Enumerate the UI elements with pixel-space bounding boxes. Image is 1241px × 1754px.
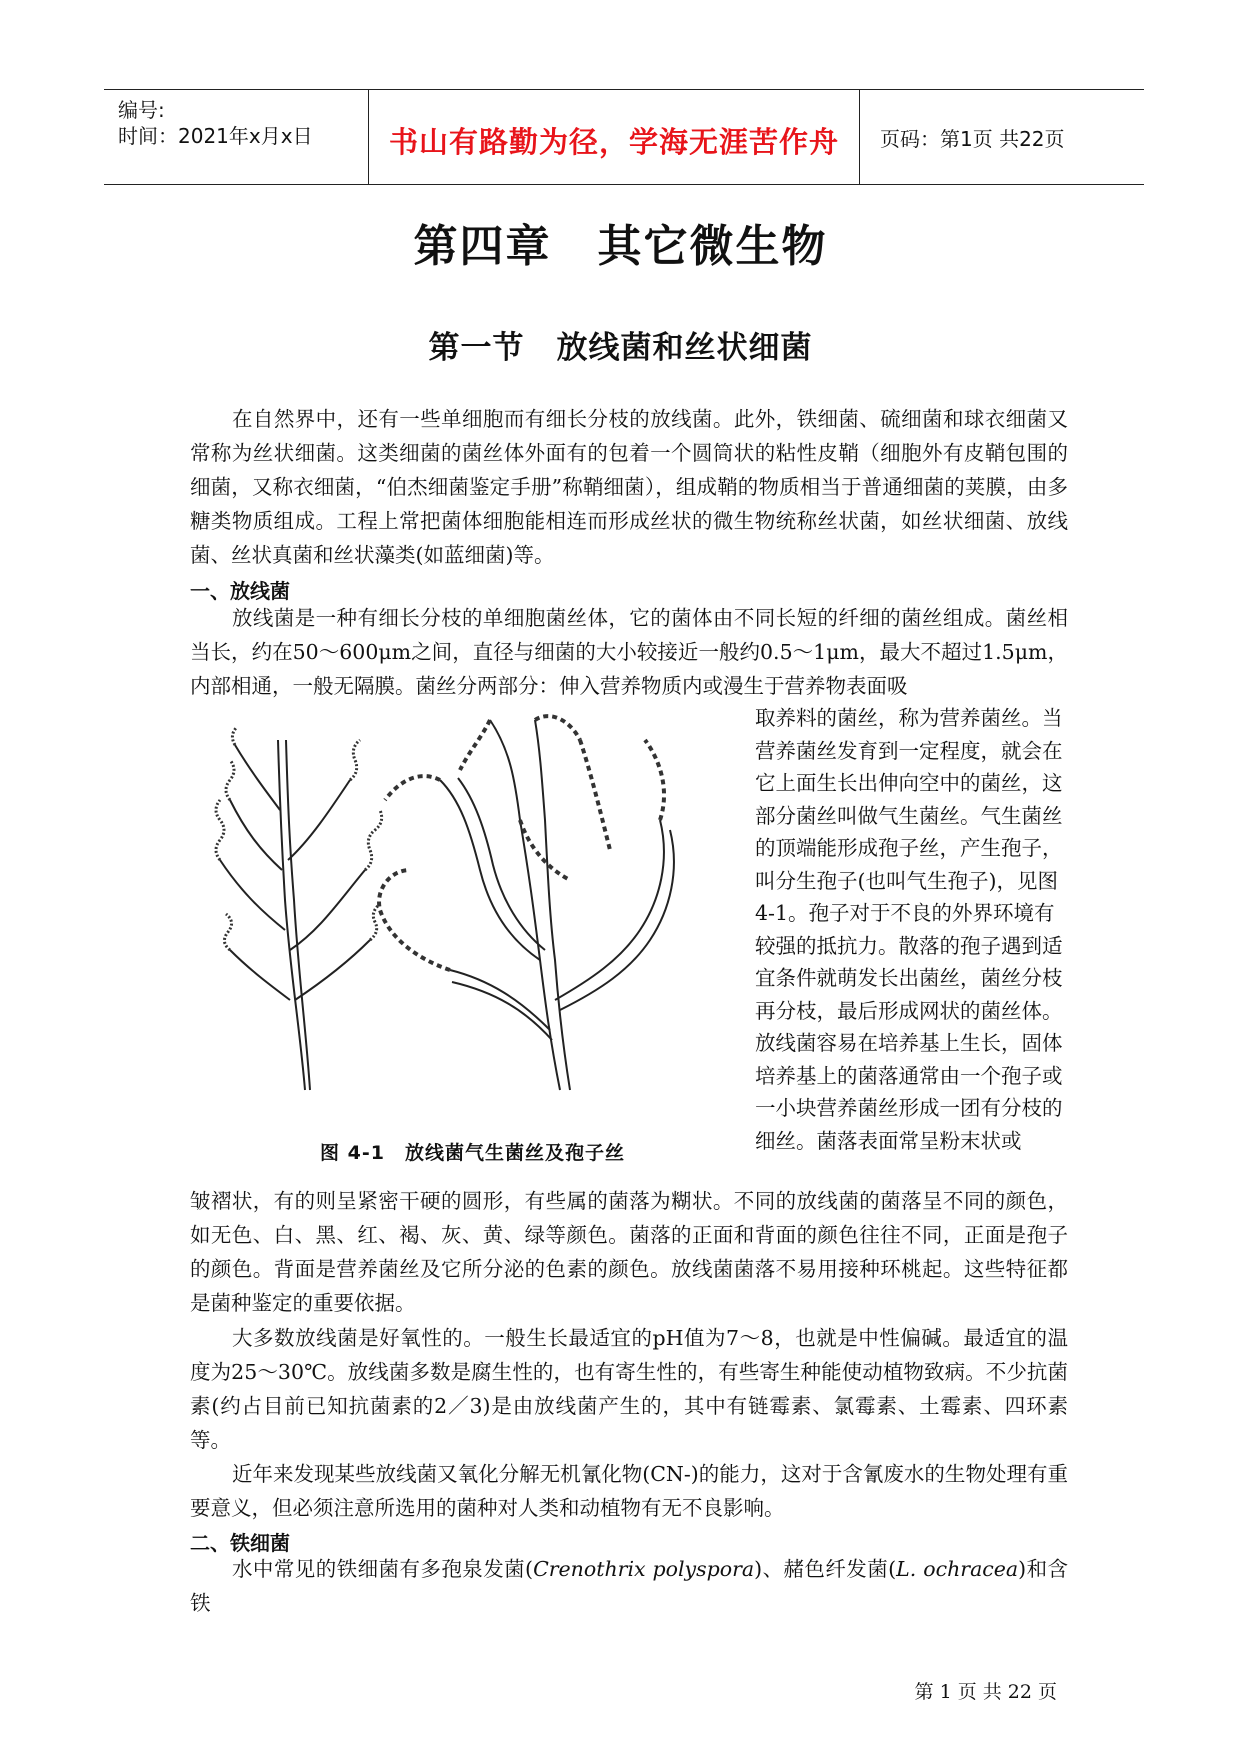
- actinomycetes-paragraph-continued: 皱褶状，有的则呈紧密干硬的圆形，有些属的菌落为糊状。不同的放线菌的菌落呈不同的颜色，如无色、白、黑、红、褐、灰、黄、绿等颜色。菌落的正面和背面的颜色往往不同，正面是孢子的颜色。背面是营养菌丝及它所分泌的色素的颜色。放线菌菌落不易用接种环桃起。这些特征都是菌种鉴定的重要依据。: [190, 1189, 1068, 1315]
- species-crenothrix: Crenothrix polyspora: [533, 1557, 755, 1581]
- page-footer: 第 1 页 共 22 页: [914, 1681, 1057, 1703]
- number-label: 编号:: [118, 98, 165, 122]
- header-page-cell: [860, 90, 1144, 184]
- page-code: 页码：第1页 共22页: [880, 127, 1065, 151]
- actinomycetes-paragraph: 放线菌是一种有细长分枝的单细胞菌丝体，它的菌体由不同长短的纤细的菌丝组成。菌丝相当长，约在50～600μm之间，直径与细菌的大小较接近一般约0.5～1μm，最大不超过1.5μm，内部相通，一般无隔膜。菌丝分两部分：伸入营养物质内或漫生于营养物表面吸: [190, 606, 1068, 698]
- header-motto-cell: [368, 90, 860, 184]
- iron-text-a: 水中常见的铁细菌有多孢泉发菌(: [232, 1557, 534, 1581]
- intro-paragraph: 在自然界中，还有一些单细胞而有细长分枝的放线菌。此外，铁细菌、硫细菌和球衣细菌又常称为丝状细菌。这类细菌的菌丝体外面有的包着一个圆筒状的粘性皮鞘（细胞外有皮鞘包围的细菌，又称衣细菌，“伯杰细菌鉴定手册”称鞘细菌），组成鞘的物质相当于普通细菌的荚膜，由多糖类物质组成。工程上常把菌体细胞能相连而形成丝状的微生物统称丝状菌，如丝状细菌、放线菌、丝状真菌和丝状藻类(如蓝细菌)等。: [190, 407, 1068, 567]
- cyanide-paragraph: 近年来发现某些放线菌又氧化分解无机氰化物(CN-)的能力，这对于含氰废水的生物处理有重要意义，但必须注意所选用的菌种对人类和动植物有无不良影响。: [190, 1462, 1068, 1520]
- side-column-text: 取养料的菌丝，称为营养菌丝。当营养菌丝发育到一定程度，就会在它上面生长出伸向空中的菌丝，这部分菌丝叫做气生菌丝。气生菌丝的顶端能形成孢子丝，产生孢子，叫分生孢子(也叫气生孢子)，见图4-1。孢子对于不良的外界环境有较强的抵抗力。散落的孢子遇到适宜条件就萌发长出菌丝，菌丝分枝再分枝，最后形成网状的菌丝体。放线菌容易在培养基上生长，固体培养基上的菌落通常由一个孢子或一小块营养菌丝形成一团有分枝的细丝。菌落表面常呈粉末状或: [755, 706, 1063, 1153]
- header-info-cell: [104, 90, 368, 184]
- section-title: 第一节 放线菌和丝状细菌: [428, 330, 813, 366]
- iron-text-e: )和含铁: [190, 1557, 1069, 1615]
- chapter-title: 第四章 其它微生物: [413, 221, 828, 272]
- actinomycetes-illustration: [190, 700, 745, 1130]
- figure-caption: 图 4-1 放线菌气生菌丝及孢子丝: [320, 1142, 625, 1164]
- iron-text-c: )、赭色纤发菌(: [754, 1557, 897, 1581]
- heading-actinomycetes: 一、放线菌: [190, 579, 290, 603]
- species-leptothrix: L. ochracea: [896, 1557, 1019, 1581]
- motto: 书山有路勤为径，学海无涯苦作舟: [388, 125, 839, 159]
- aerobic-paragraph: 大多数放线菌是好氧性的。一般生长最适宜的pH值为7～8，也就是中性偏碱。最适宜的温度为25～30℃。放线菌多数是腐生性的，也有寄生性的，有些寄生种能使动植物致病。不少抗菌素(约占目前已知抗菌素的2／3)是由放线菌产生的，其中有链霉素、氯霉素、土霉素、四环素等。: [190, 1326, 1068, 1452]
- iron-bacteria-paragraph: [190, 1552, 1068, 1620]
- header-table: [104, 89, 1144, 185]
- time-label: 时间：2021年x月x日: [118, 124, 313, 148]
- heading-iron-bacteria: 二、铁细菌: [190, 1531, 290, 1555]
- figure-4-1: [190, 700, 745, 1170]
